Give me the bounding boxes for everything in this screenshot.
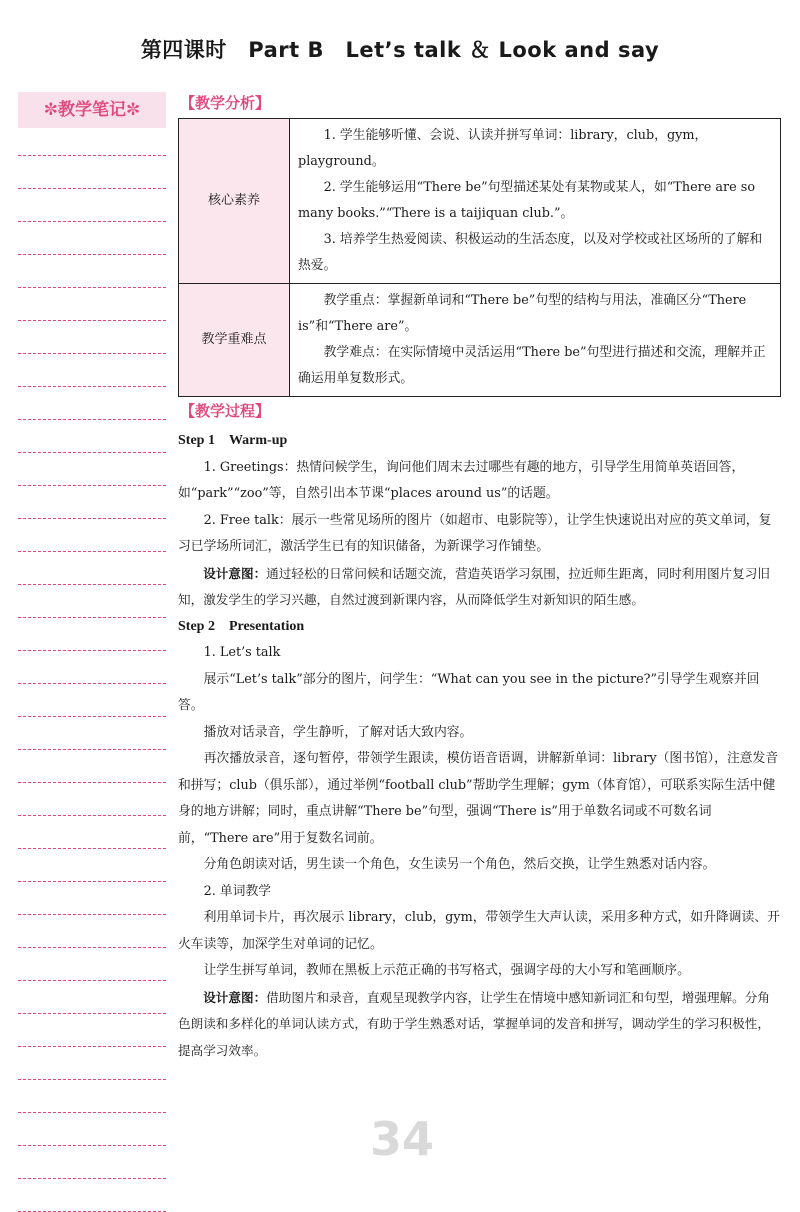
note-line xyxy=(18,222,166,255)
teaching-notes-column xyxy=(18,92,166,1212)
note-line xyxy=(18,420,166,453)
paragraph: 1. Greetings：热情问候学生，询问他们周末去过哪些有趣的地方，引导学生用简单英语回答，如“park”“zoo”等，自然引出本节课“places around us”的话题。 xyxy=(178,459,745,501)
core-content xyxy=(290,119,781,284)
subheading: 1. Let’s talk xyxy=(203,645,281,660)
analysis-table xyxy=(178,118,781,397)
key-label: 教学重难点 xyxy=(179,284,290,397)
note-line xyxy=(18,453,166,486)
note-line xyxy=(18,519,166,552)
step1-heading: Step 1 Warm-up xyxy=(178,433,288,448)
paragraph: 利用单词卡片，再次展示 library，club，gym，带领学生大声认读，采用多种方式，如升降调读、开火车读等，加深学生对单词的记忆。 xyxy=(178,910,780,952)
note-line xyxy=(18,882,166,915)
page-number: 34 xyxy=(370,1112,435,1166)
note-line xyxy=(18,684,166,717)
note-line xyxy=(18,1113,166,1146)
design-intent-text: 通过轻松的日常问候和话题交流，营造英语学习氛围，拉近师生距离，同时利用图片复习旧知，激发学生的学习兴趣，自然过渡到新课内容，从而降低学生对新知识的陌生感。 xyxy=(178,565,770,607)
notes-lines xyxy=(18,128,166,1212)
core-item: 1. 学生能够听懂、会说、认读并拼写单词：library，club，gym，playground。 xyxy=(298,128,708,169)
note-line xyxy=(18,288,166,321)
notes-header: ✼教学笔记✼ xyxy=(18,92,166,128)
note-line xyxy=(18,981,166,1014)
design-intent xyxy=(178,985,781,1065)
note-line xyxy=(18,849,166,882)
subheading: 2. 单词教学 xyxy=(203,883,272,899)
note-line xyxy=(18,750,166,783)
note-line xyxy=(18,1014,166,1047)
note-line xyxy=(18,783,166,816)
note-line xyxy=(18,948,166,981)
step2-heading: Step 2 Presentation xyxy=(178,618,305,634)
paragraph: 让学生拼写单词，教师在黑板上示范正确的书写格式，强调字母的大小写和笔画顺序。 xyxy=(203,963,690,978)
core-label: 核心素养 xyxy=(179,119,290,284)
process-header: 【教学过程】 xyxy=(180,402,271,420)
design-intent xyxy=(178,561,781,614)
page-title: 第四课时 Part B Let’s talk ＆ Look and say xyxy=(140,38,660,62)
note-line xyxy=(18,651,166,684)
note-line xyxy=(18,618,166,651)
paragraph: 分角色朗读对话，男生读一个角色，女生读另一个角色，然后交换，让学生熟悉对话内容。 xyxy=(203,857,716,872)
note-line xyxy=(18,585,166,618)
note-line xyxy=(18,717,166,750)
note-line xyxy=(18,321,166,354)
core-item: 3. 培养学生热爱阅读、积极运动的生活态度，以及对学校或社区场所的了解和热爱。 xyxy=(298,232,763,273)
note-line xyxy=(18,552,166,585)
paragraph: 播放对话录音，学生静听，了解对话大致内容。 xyxy=(203,724,473,740)
note-line xyxy=(18,816,166,849)
paragraph: 2. Free talk：展示一些常见场所的图片（如超市、电影院等），让学生快速说出对应的英文单词，复习已学场所词汇，激活学生已有的知识储备，为新课学习作铺垫。 xyxy=(178,512,772,554)
key-item: 教学重点：掌握新单词和“There be”句型的结构与用法，准确区分“There is”和“There are”。 xyxy=(298,293,747,334)
key-row xyxy=(179,284,781,397)
note-line xyxy=(18,354,166,387)
note-line xyxy=(18,915,166,948)
paragraph: 展示“Let’s talk”部分的图片，问学生：“What can you see in the picture?”引导学生观察并回答。 xyxy=(178,671,760,713)
key-item: 教学难点：在实际情境中灵活运用“There be”句型进行描述和交流，理解并正确运用单复数形式。 xyxy=(298,345,766,386)
note-line xyxy=(18,1047,166,1080)
note-line xyxy=(18,1179,166,1212)
analysis-header: 【教学分析】 xyxy=(180,94,271,112)
core-item: 2. 学生能够运用“There be”句型描述某处有某物或某人，如“There are so many books.”“There is a taijiquan club.”。 xyxy=(298,180,756,221)
note-line xyxy=(18,486,166,519)
note-line xyxy=(18,387,166,420)
note-line xyxy=(18,189,166,222)
paragraph: 再次播放录音，逐句暂停，带领学生跟读，模仿语音语调，讲解新单词：library（图书馆），注意发音和拼写；club（俱乐部），通过举例“football club”帮助学生理解；gym（体育馆），可联系实际生活中健身的地方讲解；同时，重点讲解“There be”句型，强调“There is”用于单数名词或不可数名词前，“There are”用于复数名词前。 xyxy=(178,751,779,846)
note-line xyxy=(18,128,166,156)
note-line xyxy=(18,255,166,288)
design-intent-label: 设计意图： xyxy=(203,989,267,1005)
note-line xyxy=(18,1146,166,1179)
design-intent-text: 借助图片和录音，直观呈现教学内容，让学生在情境中感知新词汇和句型，增强理解。分角色朗读和多样化的单词认读方式，有助于学生熟悉对话，掌握单词的发音和拼写，调动学生的学习积极性，提高学习效率。 xyxy=(178,989,770,1058)
process-body xyxy=(178,428,781,1064)
key-content xyxy=(290,284,781,397)
note-line xyxy=(18,156,166,189)
core-row xyxy=(179,119,781,284)
design-intent-label: 设计意图： xyxy=(203,565,267,581)
note-line xyxy=(18,1080,166,1113)
